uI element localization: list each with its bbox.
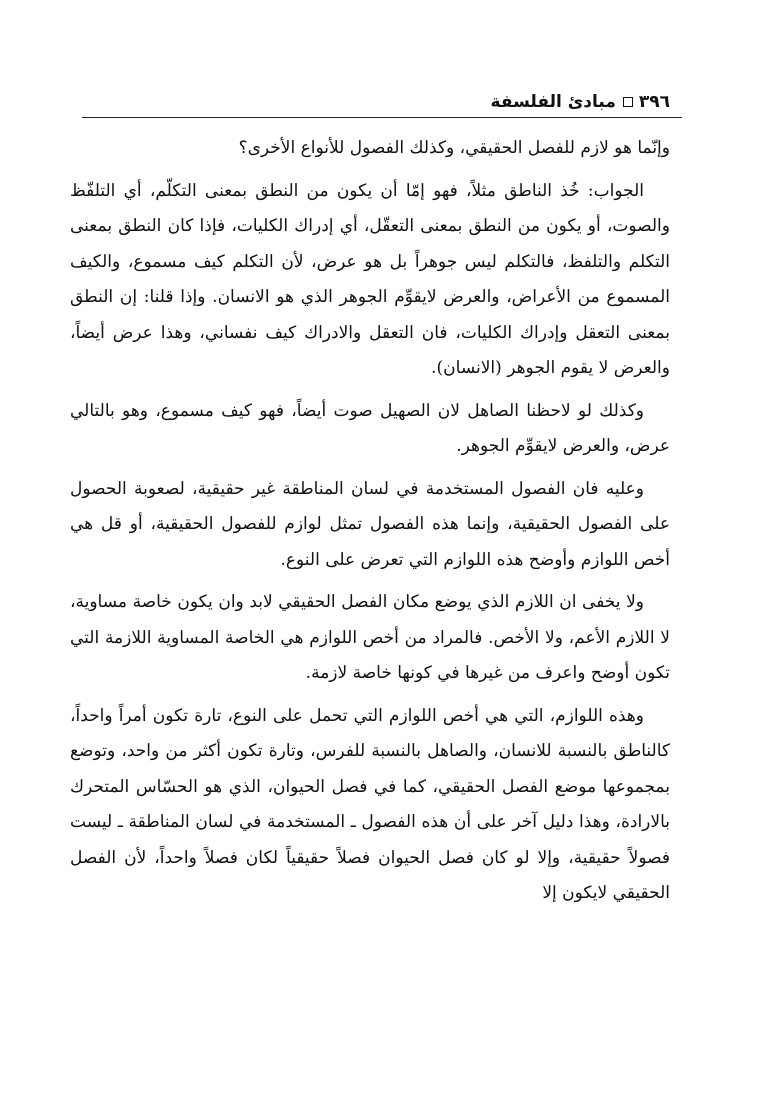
- square-ornament-icon: [623, 97, 633, 107]
- paragraph: وإنّما هو لازم للفصل الحقيقي، وكذلك الفصول للأنواع الأخرى؟: [238, 138, 670, 158]
- paragraph: ولا يخفى ان اللازم الذي يوضع مكان الفصل الحقيقي لابد وان يكون خاصة مساوية، لا اللازم الأعم، ولا الأخص. فالمراد من أخص اللوازم هي الخاصة المساوية اللازمة التي تكون أوضح واعرف من غيرها في كونها خاصة لازمة.: [70, 592, 670, 683]
- book-title: مبادئ الفلسفة: [490, 92, 616, 112]
- body-text: [70, 131, 670, 919]
- running-header: [70, 90, 670, 114]
- header-rule: [82, 117, 682, 118]
- paragraph: وكذلك لو لاحظنا الصاهل لان الصهيل صوت أيضاً، فهو كيف مسموع، وهو بالتالي عرض، والعرض لايقوِّم الجوهر.: [70, 400, 670, 456]
- paragraph: الجواب: خُذ الناطق مثلاً، فهو إمّا أن يكون من النطق بمعنى التكلّم، أي التلفّظ والصوت، أو يكون من النطق بمعنى التعقّل، أي إدراك الكليات، فإذا كان النطق بمعنى التكلم والتلفظ، فالتكلم ليس جوهراً بل هو عرض، لأن التكلم كيف مسموع، والكيف المسموع من الأعراض، والعرض لايقوِّم الجوهر الذي هو الانسان. وإذا قلنا: إن النطق بمعنى التعقل وإدراك الكليات، فان التعقل والادراك كيف نفساني، وهذا عرض أيضاً، والعرض لا يقوم الجوهر (الانسان).: [70, 180, 670, 378]
- page-number: ٣٩٦: [638, 92, 670, 112]
- paragraph: وهذه اللوازم، التي هي أخص اللوازم التي تحمل على النوع، تارة تكون أمراً واحداً، كالناطق بالنسبة للانسان، والصاهل بالنسبة للفرس، وتارة تكون أكثر من واحد، وتوضع بمجموعها موضع الفصل الحقيقي، كما في فصل الحيوان، الذي هو الحسّاس المتحرك بالارادة، وهذا دليل آخر على أن هذه الفصول ـ المستخدمة في لسان المناطقة ـ ليست فصولاً حقيقية، وإلا لو كان فصل الحيوان فصلاً حقيقياً لكان فصلاً واحداً، لأن الفصل الحقيقي لايكون إلا: [70, 705, 670, 903]
- paragraph: وعليه فان الفصول المستخدمة في لسان المناطقة غير حقيقية، لصعوبة الحصول على الفصول الحقيقية، وإنما هذه الفصول تمثل لوازم للفصول الحقيقية، أو قل هي أخص اللوازم وأوضح هذه اللوازم التي تعرض على النوع.: [70, 478, 670, 570]
